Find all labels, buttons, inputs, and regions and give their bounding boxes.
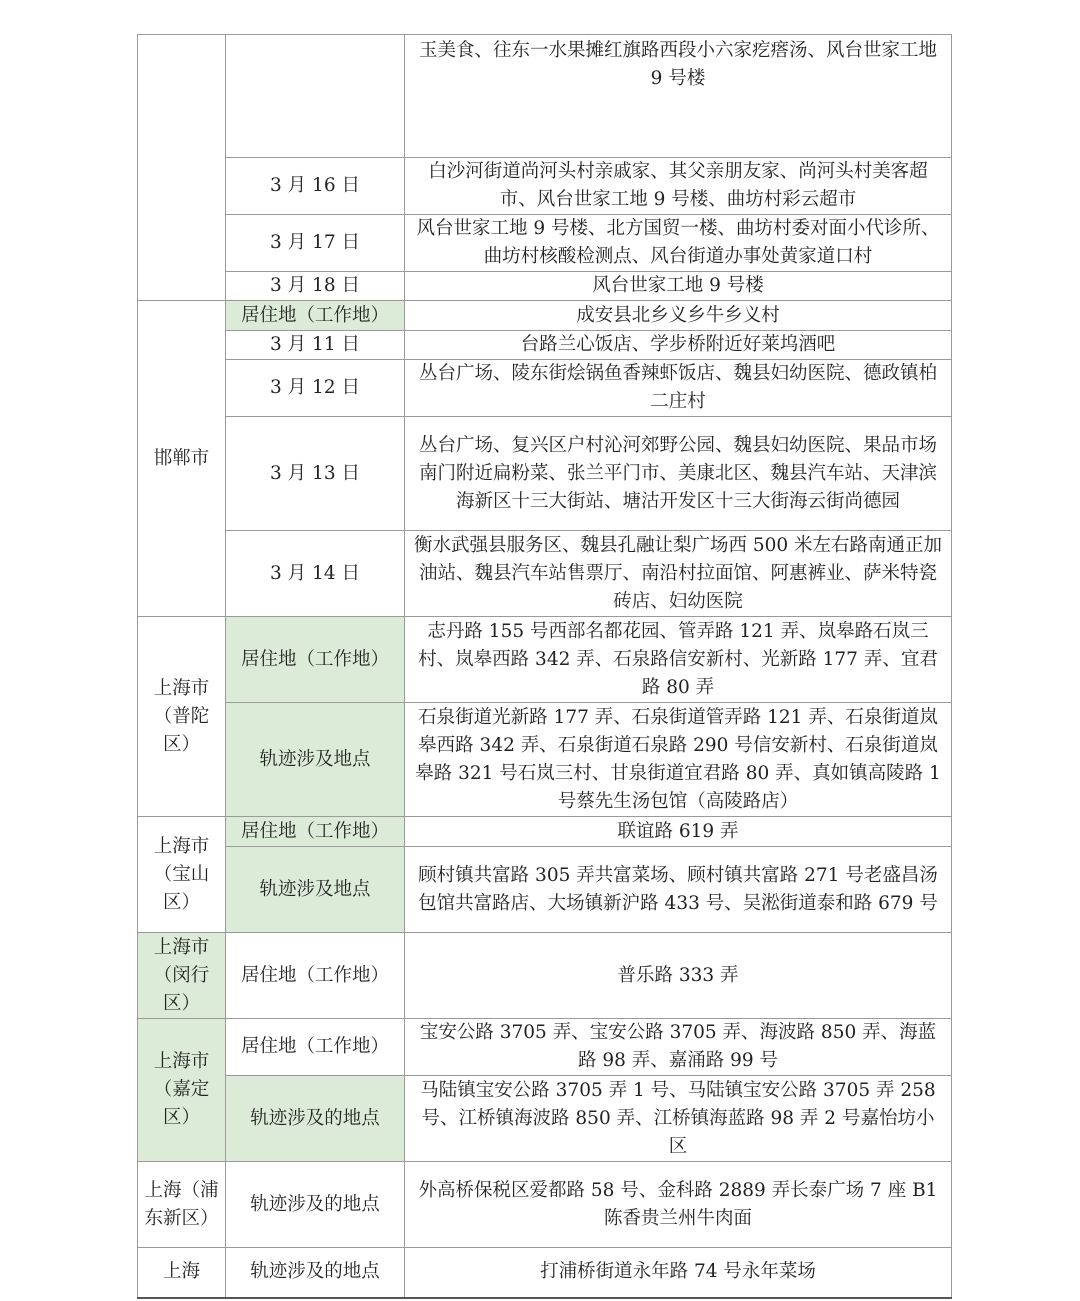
table-row: [138, 531, 952, 617]
residence-label: 居住地（工作地）: [226, 817, 405, 847]
trajectory-table: [137, 34, 952, 1299]
location-cell: 志丹路 155 号西部名都花园、管弄路 121 弄、岚皋路石岚三村、岚皋西路 342 弄、石泉路信安新村、光新路 177 弄、宜君路 80 弄: [405, 617, 952, 703]
city-cell-pudong: 上海（浦东新区）: [138, 1162, 226, 1248]
location-cell: 联谊路 619 弄: [405, 817, 952, 847]
location-cell: 顾村镇共富路 305 弄共富菜场、顾村镇共富路 271 号老盛昌汤包馆共富路店、大场镇新沪路 433 号、吴淞街道泰和路 679 号: [405, 847, 952, 933]
table-row: [138, 301, 952, 331]
table-row: [138, 35, 952, 158]
location-cell: 衡水武强县服务区、魏县孔融让梨广场西 500 米左右路南通正加油站、魏县汽车站售票厅、南沿村拉面馆、阿惠裤业、萨米特瓷砖店、妇幼医院: [405, 531, 952, 617]
table-row: [138, 617, 952, 703]
table-row: [138, 331, 952, 360]
table-row: [138, 817, 952, 847]
table-row: [138, 417, 952, 531]
city-cell-handan: 邯郸市: [138, 301, 226, 617]
location-cell: 马陆镇宝安公路 3705 弄 1 号、马陆镇宝安公路 3705 弄 258 号、江桥镇海波路 850 弄、江桥镇海蓝路 98 弄 2 号嘉怡坊小区: [405, 1076, 952, 1162]
table-row: [138, 847, 952, 933]
city-cell-jiading: 上海市（嘉定区）: [138, 1019, 226, 1162]
location-cell: 风台世家工地 9 号楼、北方国贸一楼、曲坊村委对面小代诊所、曲坊村核酸检测点、风台街道办事处黄家道口村: [405, 215, 952, 272]
location-cell: 丛台广场、陵东街烩锅鱼香辣虾饭店、魏县妇幼医院、德政镇柏二庄村: [405, 360, 952, 417]
table-row: [138, 360, 952, 417]
location-cell: 石泉街道光新路 177 弄、石泉街道管弄路 121 弄、石泉街道岚皋西路 342 弄、石泉街道石泉路 290 号信安新村、石泉街道岚皋路 321 号石岚三村、甘泉街道宜君路 80 弄、真如镇高陵路 1 号蔡先生汤包馆（高陵路店）: [405, 703, 952, 817]
location-cell: 玉美食、往东一水果摊红旗路西段小六家疙瘩汤、风台世家工地 9 号楼: [405, 35, 952, 158]
location-cell: 白沙河街道尚河头村亲戚家、其父亲朋友家、尚河头村美客超市、风台世家工地 9 号楼、曲坊村彩云超市: [405, 158, 952, 215]
location-cell: 打浦桥街道永年路 74 号永年菜场: [405, 1248, 952, 1298]
city-cell-putuo: 上海市（普陀区）: [138, 617, 226, 817]
table-row: [138, 215, 952, 272]
date-cell: 3 月 12 日: [226, 360, 405, 417]
date-cell: 3 月 17 日: [226, 215, 405, 272]
date-cell: 3 月 14 日: [226, 531, 405, 617]
table-row: [138, 1076, 952, 1162]
date-cell: [226, 35, 405, 158]
trajectory-label: 轨迹涉及的地点: [226, 1076, 405, 1162]
table-row: [138, 272, 952, 301]
city-cell-minhang: 上海市（闵行区）: [138, 933, 226, 1019]
date-cell: 3 月 11 日: [226, 331, 405, 360]
table-row: [138, 703, 952, 817]
location-cell: 成安县北乡义乡牛乡义村: [405, 301, 952, 331]
trajectory-label: 轨迹涉及地点: [226, 703, 405, 817]
location-cell: 丛台广场、复兴区户村沁河郊野公园、魏县妇幼医院、果品市场南门附近扁粉菜、张兰平门市、美康北区、魏县汽车站、天津滨海新区十三大街站、塘沽开发区十三大街海云街尚德园: [405, 417, 952, 531]
date-cell: 3 月 18 日: [226, 272, 405, 301]
city-cell-shanghai: 上海: [138, 1248, 226, 1298]
table-row: [138, 1162, 952, 1248]
location-cell: 风台世家工地 9 号楼: [405, 272, 952, 301]
table-row: [138, 1019, 952, 1076]
location-cell: 外高桥保税区爱都路 58 号、金科路 2889 弄长泰广场 7 座 B1 陈香贵兰州牛肉面: [405, 1162, 952, 1248]
table-row: [138, 158, 952, 215]
table-row: [138, 933, 952, 1019]
residence-label: 居住地（工作地）: [226, 301, 405, 331]
location-cell: 宝安公路 3705 弄、宝安公路 3705 弄、海波路 850 弄、海蓝路 98 弄、嘉涌路 99 号: [405, 1019, 952, 1076]
city-cell: [138, 35, 226, 301]
residence-label: 居住地（工作地）: [226, 933, 405, 1019]
trajectory-label: 轨迹涉及的地点: [226, 1248, 405, 1298]
table-row: [138, 1248, 952, 1298]
date-cell: 3 月 16 日: [226, 158, 405, 215]
location-cell: 台路兰心饭店、学步桥附近好莱坞酒吧: [405, 331, 952, 360]
residence-label: 居住地（工作地）: [226, 1019, 405, 1076]
date-cell: 3 月 13 日: [226, 417, 405, 531]
trajectory-label: 轨迹涉及的地点: [226, 1162, 405, 1248]
trajectory-label: 轨迹涉及地点: [226, 847, 405, 933]
location-cell: 普乐路 333 弄: [405, 933, 952, 1019]
city-cell-baoshan: 上海市（宝山区）: [138, 817, 226, 933]
residence-label: 居住地（工作地）: [226, 617, 405, 703]
